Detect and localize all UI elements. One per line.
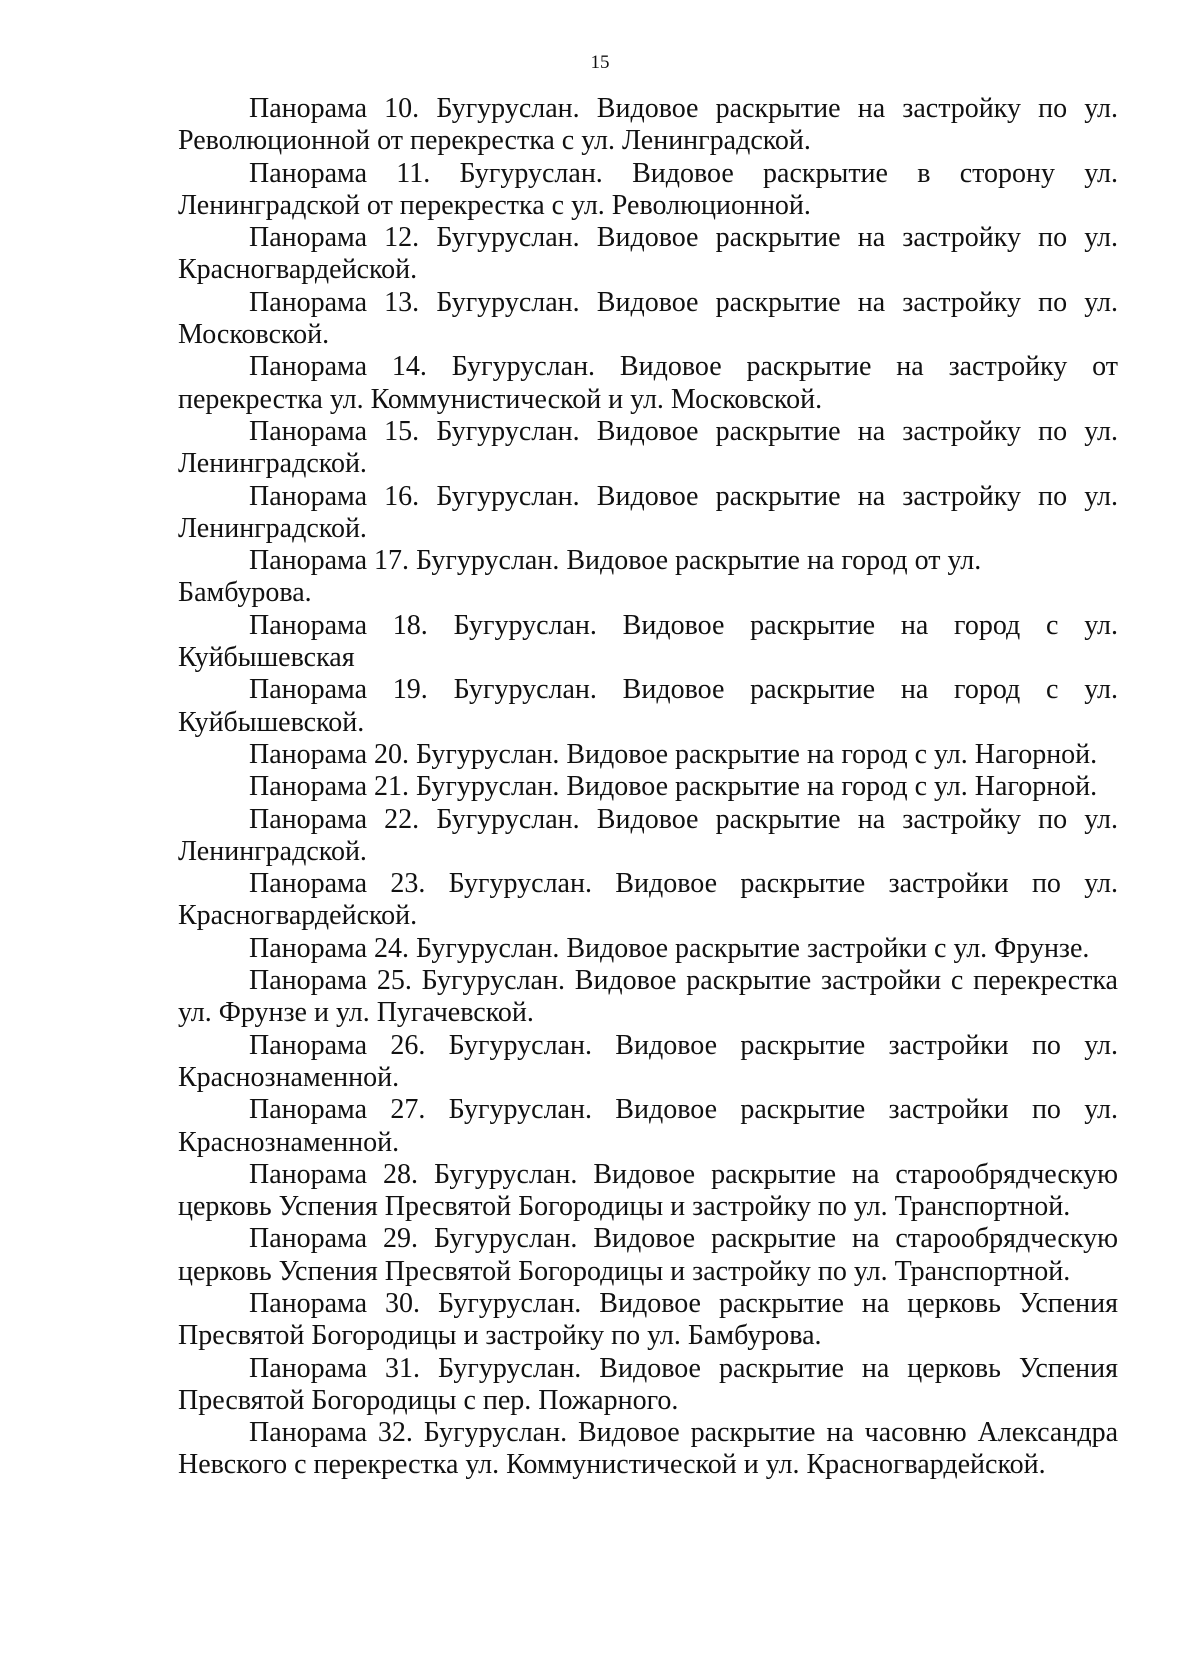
paragraph-panorama-32: Панорама 32. Бугуруслан. Видовое раскрытие на часовню Александра Невского с перекрестка ул. Коммунистической и ул. Красногвардейской.	[178, 1417, 1118, 1481]
paragraph-panorama-24: Панорама 24. Бугуруслан. Видовое раскрытие застройки с ул. Фрунзе.	[249, 932, 1090, 964]
paragraph-panorama-21: Панорама 21. Бугуруслан. Видовое раскрытие на город с ул. Нагорной.	[249, 771, 1098, 803]
paragraph-panorama-17: Панорама 17. Бугуруслан. Видовое раскрытие на город от ул. Бамбурова.	[178, 545, 982, 609]
paragraph-panorama-22: Панорама 22. Бугуруслан. Видовое раскрытие на застройку по ул. Ленинградской.	[178, 803, 1118, 867]
paragraph-panorama-27: Панорама 27. Бугуруслан. Видовое раскрытие застройки по ул. Краснознаменной.	[178, 1094, 1118, 1158]
paragraph-panorama-25: Панорама 25. Бугуруслан. Видовое раскрытие застройки с перекрестка ул. Фрунзе и ул. Пугачевской.	[178, 965, 1118, 1029]
paragraph-panorama-11: Панорама 11. Бугуруслан. Видовое раскрытие в сторону ул. Ленинградской от перекрестка с ул. Революционной.	[178, 157, 1118, 221]
paragraph-panorama-31: Панорама 31. Бугуруслан. Видовое раскрытие на церковь Успения Пресвятой Богородицы с пер. Пожарного.	[178, 1352, 1118, 1416]
paragraph-panorama-26: Панорама 26. Бугуруслан. Видовое раскрытие застройки по ул. Краснознаменной.	[178, 1029, 1118, 1093]
paragraph-panorama-23: Панорама 23. Бугуруслан. Видовое раскрытие застройки по ул. Красногвардейской.	[178, 868, 1118, 932]
paragraph-panorama-30: Панорама 30. Бугуруслан. Видовое раскрытие на церковь Успения Пресвятой Богородицы и застройку по ул. Бамбурова.	[178, 1287, 1118, 1352]
paragraph-panorama-29: Панорама 29. Бугуруслан. Видовое раскрытие на старообрядческую церковь Успения Пресвятой Богородицы и застройку по ул. Транспортной.	[178, 1223, 1118, 1287]
paragraph-panorama-13: Панорама 13. Бугуруслан. Видовое раскрытие на застройку по ул. Московской.	[178, 286, 1118, 351]
paragraph-panorama-14: Панорама 14. Бугуруслан. Видовое раскрытие на застройку от перекрестка ул. Коммунистической и ул. Московской.	[178, 351, 1118, 415]
paragraph-panorama-20: Панорама 20. Бугуруслан. Видовое раскрытие на город с ул. Нагорной.	[249, 738, 1098, 770]
paragraph-panorama-12: Панорама 12. Бугуруслан. Видовое раскрытие на застройку по ул. Красногвардейской.	[178, 222, 1118, 286]
page-number: 15	[590, 52, 610, 73]
paragraph-panorama-18: Панорама 18. Бугуруслан. Видовое раскрытие на город с ул. Куйбышевская	[178, 609, 1118, 674]
paragraph-panorama-16: Панорама 16. Бугуруслан. Видовое раскрытие на застройку по ул. Ленинградской.	[178, 480, 1118, 544]
paragraph-panorama-10: Панорама 10. Бугуруслан. Видовое раскрытие на застройку по ул. Революционной от перекрестка с ул. Ленинградской.	[178, 93, 1118, 157]
paragraph-panorama-28: Панорама 28. Бугуруслан. Видовое раскрытие на старообрядческую церковь Успения Пресвятой Богородицы и застройку по ул. Транспортной.	[178, 1158, 1118, 1223]
paragraph-panorama-19: Панорама 19. Бугуруслан. Видовое раскрытие на город с ул. Куйбышевской.	[178, 674, 1118, 738]
paragraph-panorama-15: Панорама 15. Бугуруслан. Видовое раскрытие на застройку по ул. Ленинградской.	[178, 415, 1118, 480]
panorama-list	[178, 93, 1118, 1482]
